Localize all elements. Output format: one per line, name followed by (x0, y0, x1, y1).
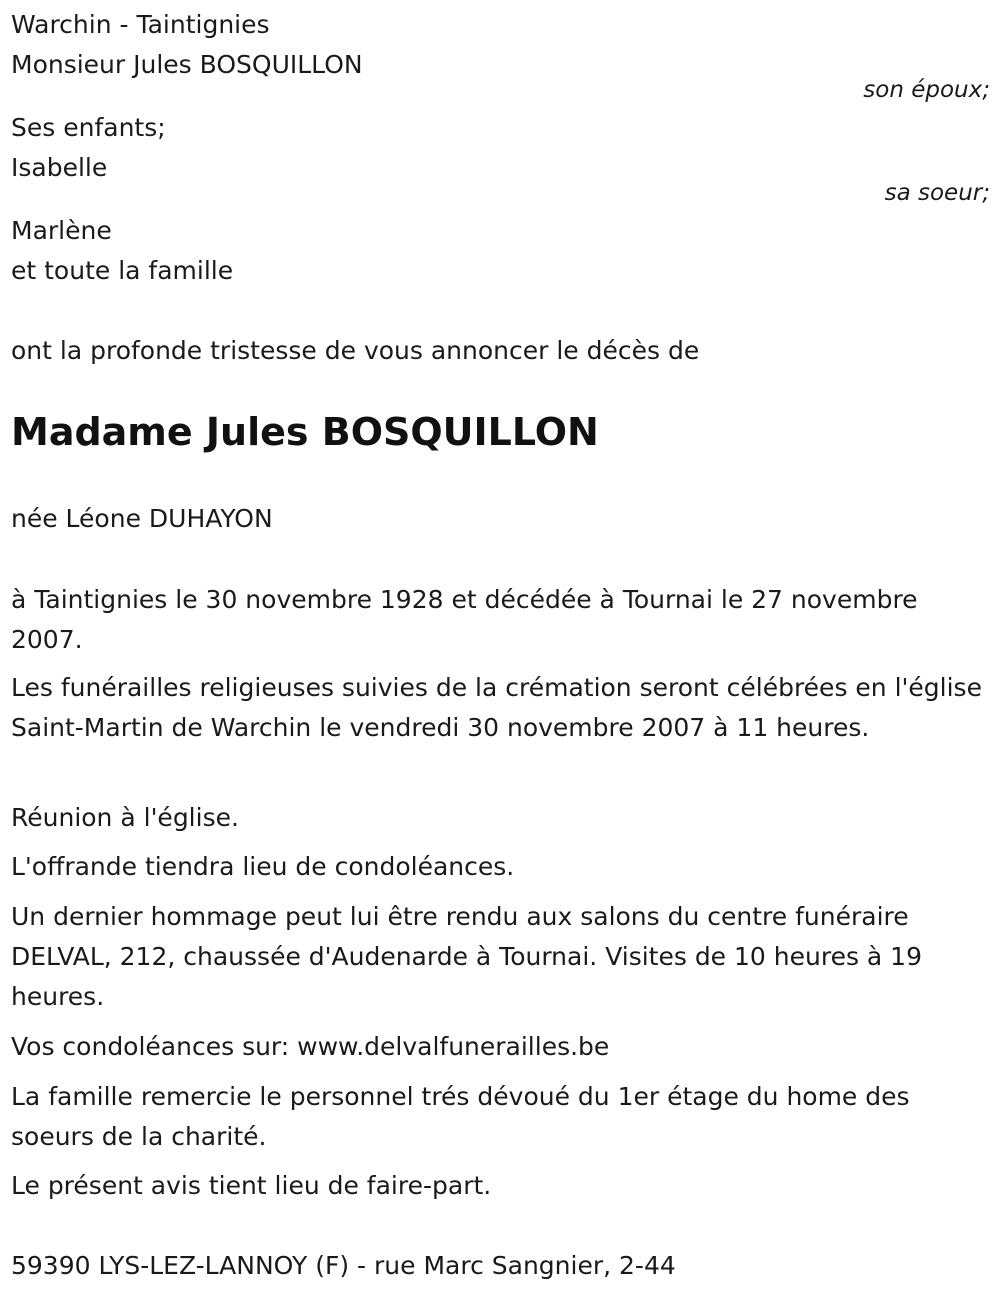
notice-paragraph: Le présent avis tient lieu de faire-part. (11, 1171, 492, 1200)
spouse-relation: son époux; (863, 77, 990, 103)
condolences-paragraph: Vos condoléances sur: www.delvalfunerailles.be (11, 1032, 610, 1061)
spouse-name: Monsieur Jules BOSQUILLON (11, 50, 363, 79)
birth-name: née Léone DUHAYON (11, 504, 273, 533)
children-heading: Ses enfants; (11, 113, 166, 142)
deceased-name: Madame Jules BOSQUILLON (11, 410, 599, 454)
sister-relation: sa soeur; (884, 180, 990, 206)
meeting-paragraph: Réunion à l'église. (11, 803, 239, 832)
offering-paragraph: L'offrande tiendra lieu de condoléances. (11, 852, 515, 881)
funeral-paragraph: Les funérailles religieuses suivies de la crémation seront célébrées en l'église Saint-Martin de Warchin le vendredi 30 novembre 2007 à 11 heures. (11, 673, 982, 742)
child-name: Isabelle (11, 153, 108, 182)
announcement-line: ont la profonde tristesse de vous annoncer le décès de (11, 336, 700, 365)
sister-name: Marlène (11, 216, 112, 245)
dates-paragraph: à Taintignies le 30 novembre 1928 et décédée à Tournai le 27 novembre 2007. (11, 585, 918, 654)
thanks-paragraph: La famille remercie le personnel trés dévoué du 1er étage du home des soeurs de la charité. (11, 1082, 910, 1151)
location-line: Warchin - Taintignies (11, 10, 270, 39)
tribute-paragraph: Un dernier hommage peut lui être rendu aux salons du centre funéraire DELVAL, 212, chaussée d'Audenarde à Tournai. Visites de 10 heures à 19 heures. (11, 902, 922, 1011)
family-line: et toute la famille (11, 256, 234, 285)
address-line: 59390 LYS-LEZ-LANNOY (F) - rue Marc Sangnier, 2-44 (11, 1251, 676, 1280)
